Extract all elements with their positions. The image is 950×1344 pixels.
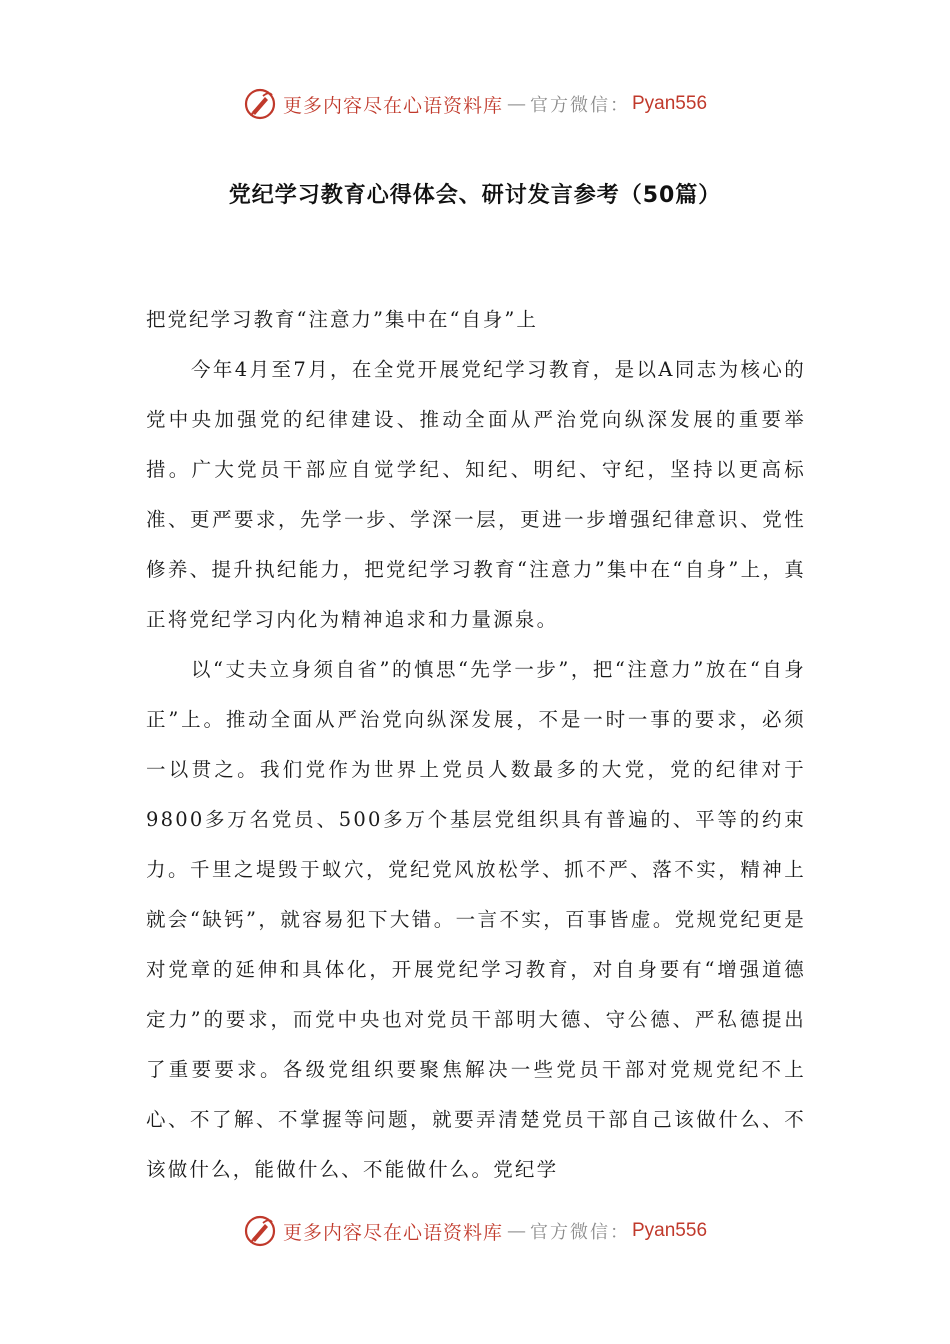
banner-wechat-label: 官方微信： — [530, 95, 630, 116]
banner-site-text: 更多内容尽在心语资料库 — [282, 1221, 503, 1244]
document-title: 党纪学习教育心得体会、研讨发言参考（50篇） — [228, 183, 722, 208]
section-subtitle: 把党纪学习教育“注意力”集中在“自身”上 — [146, 308, 538, 331]
pen-logo-icon — [243, 1214, 277, 1248]
pen-logo-icon — [243, 87, 277, 121]
banner-site-text: 更多内容尽在心语资料库 — [282, 94, 503, 117]
footer-banner — [0, 1211, 950, 1251]
banner-separator: — — [507, 1220, 526, 1242]
document-body — [146, 295, 806, 1195]
banner-wechat-label: 官方微信： — [530, 1222, 630, 1243]
banner-wechat-id: Pyan556 — [632, 93, 708, 114]
paragraph: 以“丈夫立身须自省”的慎思“先学一步”，把“注意力”放在“自身正”上。推动全面从严治党向纵深发展，不是一时一事的要求，必须一以贯之。我们党作为世界上党员人数最多的大党，党的纪律对于9800多万名党员、500多万个基层党组织具有普遍的、平等的约束力。千里之堤毁于蚁穴，党纪党风放松学、抓不严、落不实，精神上就会“缺钙”，就容易犯下大错。一言不实，百事皆虚。党规党纪更是对党章的延伸和具体化，开展党纪学习教育，对自身要有“增强道德定力”的要求，而党中央也对党员干部明大德、守公德、严私德提出了重要要求。各级党组织要聚焦解决一些党员干部对党规党纪不上心、不了解、不掌握等问题，就要弄清楚党员干部自己该做什么、不该做什么，能做什么、不能做什么。党纪学 — [146, 658, 806, 1181]
banner-wechat-id: Pyan556 — [632, 1220, 708, 1241]
banner-separator: — — [507, 93, 526, 115]
paragraph: 今年4月至7月，在全党开展党纪学习教育，是以A同志为核心的党中央加强党的纪律建设、推动全面从严治党向纵深发展的重要举措。广大党员干部应自觉学纪、知纪、明纪、守纪，坚持以更高标准、更严要求，先学一步、学深一层，更进一步增强纪律意识、党性修养、提升执纪能力，把党纪学习教育“注意力”集中在“自身”上，真正将党纪学习内化为精神追求和力量源泉。 — [146, 358, 806, 631]
header-banner — [0, 84, 950, 124]
